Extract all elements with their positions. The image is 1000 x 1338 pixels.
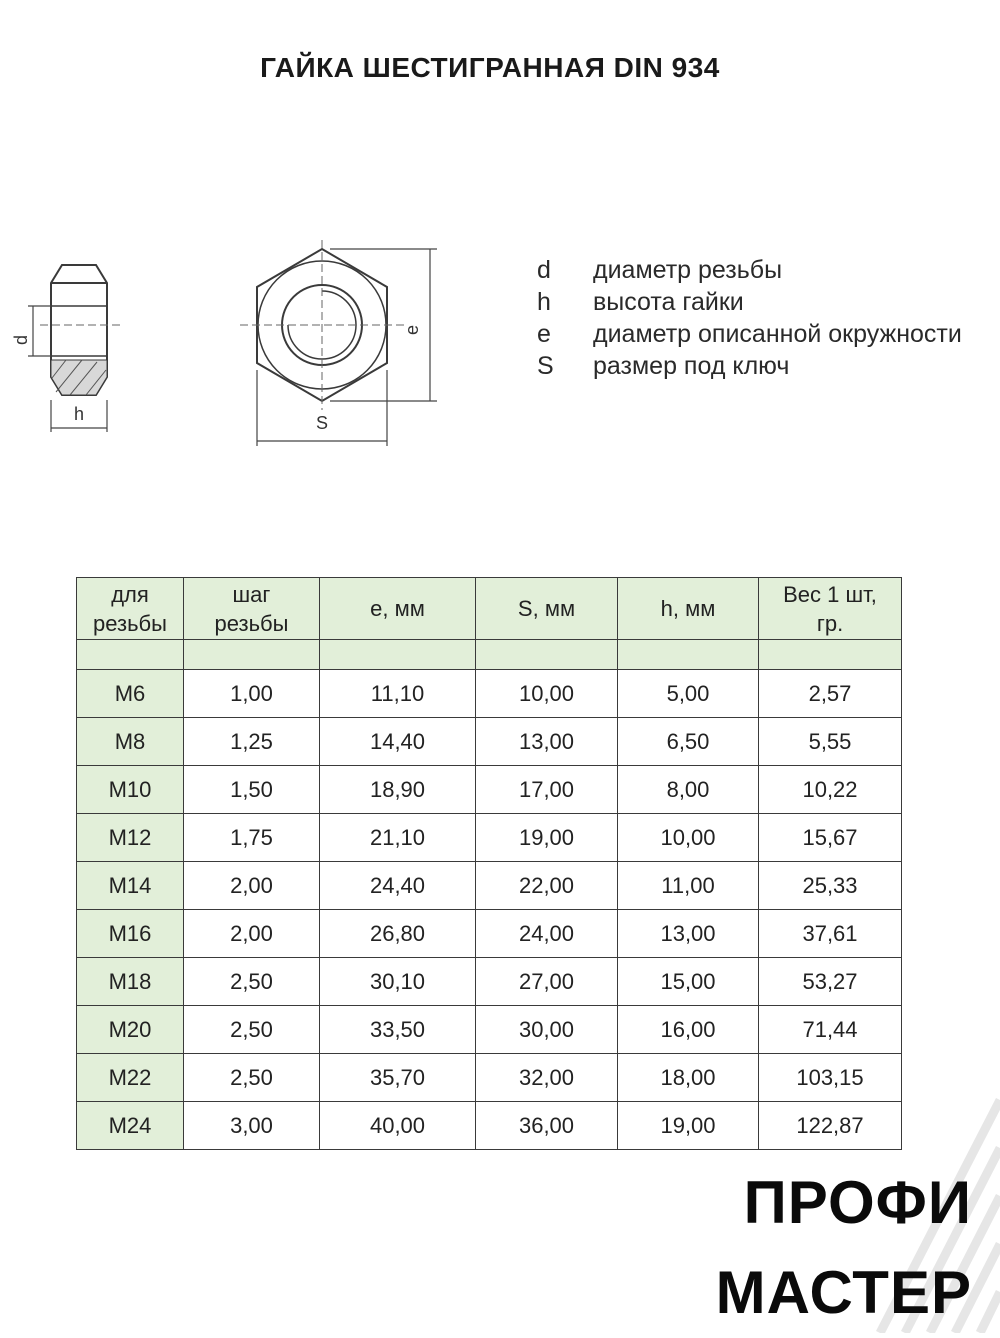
label-s: S: [315, 413, 329, 433]
table-cell: 32,00: [476, 1054, 618, 1102]
table-header-spacer: [77, 640, 902, 670]
table-cell: 11,10: [320, 670, 476, 718]
table-row: [77, 1006, 902, 1054]
table-cell: 30,00: [476, 1006, 618, 1054]
legend-text: высота гайки: [593, 288, 744, 316]
table-cell: 2,00: [184, 910, 320, 958]
table-cell: M10: [77, 766, 184, 814]
brand-line-1: ПРОФИ: [743, 1169, 972, 1236]
table-cell: 40,00: [320, 1102, 476, 1150]
table-cell: 18,90: [320, 766, 476, 814]
header-weight: Вес 1 шт, гр.: [759, 578, 902, 640]
table-row: [77, 670, 902, 718]
table-header-row: [77, 578, 902, 640]
table-cell: 33,50: [320, 1006, 476, 1054]
header-s: S, мм: [476, 578, 618, 640]
table-cell: M24: [77, 1102, 184, 1150]
table-cell: 1,25: [184, 718, 320, 766]
table-cell: M16: [77, 910, 184, 958]
table-cell: 53,27: [759, 958, 902, 1006]
table-cell: 2,00: [184, 862, 320, 910]
legend-text: размер под ключ: [593, 352, 790, 380]
table-cell: 3,00: [184, 1102, 320, 1150]
table-cell: 10,00: [618, 814, 759, 862]
table-cell: 1,75: [184, 814, 320, 862]
legend-symbol: S: [537, 352, 554, 380]
header-e: e, мм: [320, 578, 476, 640]
table-cell: 2,50: [184, 958, 320, 1006]
label-d: d: [11, 334, 31, 346]
table-cell: 21,10: [320, 814, 476, 862]
header-h: h, мм: [618, 578, 759, 640]
table-cell: 2,57: [759, 670, 902, 718]
legend-row-s: [537, 350, 962, 382]
table-row: [77, 814, 902, 862]
table-cell: 10,00: [476, 670, 618, 718]
spec-table: [76, 577, 902, 1150]
table-row: [77, 718, 902, 766]
dimension-legend: [537, 254, 962, 382]
table-body: [77, 670, 902, 1150]
table-cell: 26,80: [320, 910, 476, 958]
table-cell: M22: [77, 1054, 184, 1102]
table-cell: 5,00: [618, 670, 759, 718]
table-cell: 122,87: [759, 1102, 902, 1150]
table-cell: 37,61: [759, 910, 902, 958]
table-cell: 35,70: [320, 1054, 476, 1102]
legend-row-h: [537, 286, 962, 318]
table-cell: 27,00: [476, 958, 618, 1006]
brand-line-2: МАСТЕР: [715, 1259, 972, 1326]
table-row: [77, 766, 902, 814]
legend-row-d: [537, 254, 962, 286]
table-row: [77, 910, 902, 958]
brand-logo: [716, 1158, 972, 1338]
header-pitch: шаг резьбы: [184, 578, 320, 640]
table-cell: 2,50: [184, 1006, 320, 1054]
legend-row-e: [537, 318, 962, 350]
table-cell: 1,50: [184, 766, 320, 814]
table-cell: M12: [77, 814, 184, 862]
legend-symbol: d: [537, 256, 551, 284]
table-cell: 15,00: [618, 958, 759, 1006]
table-cell: 19,00: [476, 814, 618, 862]
table-cell: 18,00: [618, 1054, 759, 1102]
table-row: [77, 1102, 902, 1150]
table-cell: 71,44: [759, 1006, 902, 1054]
table-cell: 13,00: [476, 718, 618, 766]
table-cell: M8: [77, 718, 184, 766]
table-cell: 6,50: [618, 718, 759, 766]
table-cell: 25,33: [759, 862, 902, 910]
side-view-hatch: [51, 360, 107, 395]
table-cell: 8,00: [618, 766, 759, 814]
label-h: h: [73, 404, 85, 424]
table-cell: M14: [77, 862, 184, 910]
table-cell: 19,00: [618, 1102, 759, 1150]
table-cell: 17,00: [476, 766, 618, 814]
table-cell: 36,00: [476, 1102, 618, 1150]
table-cell: 15,67: [759, 814, 902, 862]
legend-symbol: e: [537, 320, 551, 348]
table-cell: 1,00: [184, 670, 320, 718]
table-cell: 14,40: [320, 718, 476, 766]
legend-text: диаметр описанной окружности: [593, 320, 962, 348]
label-e: e: [402, 324, 422, 336]
table-cell: 22,00: [476, 862, 618, 910]
table-cell: 30,10: [320, 958, 476, 1006]
table-cell: 13,00: [618, 910, 759, 958]
table-cell: 103,15: [759, 1054, 902, 1102]
table-cell: 24,00: [476, 910, 618, 958]
table-row: [77, 958, 902, 1006]
table-cell: 24,40: [320, 862, 476, 910]
legend-text: диаметр резьбы: [593, 256, 783, 284]
table-cell: M6: [77, 670, 184, 718]
table-row: [77, 1054, 902, 1102]
legend-symbol: h: [537, 288, 551, 316]
table-cell: M20: [77, 1006, 184, 1054]
table-cell: M18: [77, 958, 184, 1006]
table-cell: 11,00: [618, 862, 759, 910]
page-title: ГАЙКА ШЕСТИГРАННАЯ DIN 934: [260, 52, 720, 83]
table-cell: 16,00: [618, 1006, 759, 1054]
table-cell: 5,55: [759, 718, 902, 766]
header-thread: для резьбы: [77, 578, 184, 640]
table-row: [77, 862, 902, 910]
table-cell: 10,22: [759, 766, 902, 814]
table-cell: 2,50: [184, 1054, 320, 1102]
